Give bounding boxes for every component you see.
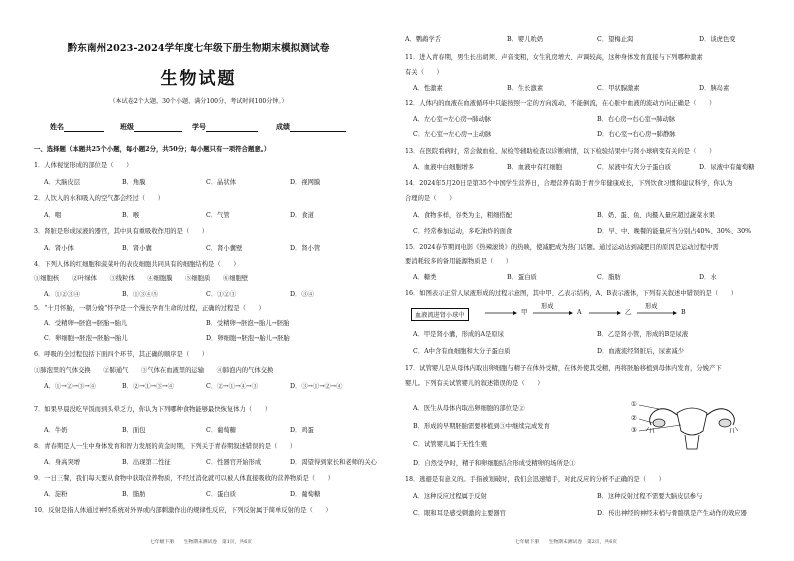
option[interactable]: A．性激素 bbox=[413, 85, 443, 92]
option[interactable]: B．奶、蛋、鱼、肉摄入量应超过蔬菜水果 bbox=[597, 212, 715, 219]
option[interactable]: A．受精卵→胚泡→胚胎→胎儿 bbox=[44, 320, 128, 327]
question-stem: 8．青春期是人一生中身体发育和智力发展的黄金时期，下列关于青春期叙述错误的是（ ） bbox=[34, 443, 297, 450]
page-right bbox=[397, 0, 794, 561]
option[interactable]: B．形成的早期胚胎需要移植到③中继续完成发育 bbox=[413, 423, 550, 430]
option[interactable]: C．②→①→④→③ bbox=[206, 383, 259, 390]
option[interactable]: B．右心房→右心室→肺动脉 bbox=[597, 116, 676, 123]
option[interactable]: C．望梅止渴 bbox=[597, 36, 634, 43]
question-stem: 14．2024年5月20日是第35个中国学生营养日，合理营养有助于青少年健康成长，下列饮食习惯和建议科学，你认为 bbox=[405, 180, 733, 187]
arrow-label: 形成 bbox=[541, 303, 554, 310]
option[interactable]: B．生长激素 bbox=[507, 85, 544, 92]
question-line: ①细胞核 ②叶绿体 ③线粒体 ④细胞膜 ⑤细胞质 ⑥细胞壁 bbox=[34, 275, 249, 282]
option[interactable]: B．肾小囊 bbox=[122, 245, 152, 252]
flow-start-box: 血液流进肾小球中 bbox=[411, 308, 469, 321]
option[interactable]: D．右心室→右心房→肺静脉 bbox=[597, 131, 676, 138]
question-stem: 17．试管婴儿是从母体内取出卵细胞与精子在体外受精，在体外使其受精，再将胚胎移植到母体内发育，分娩产下 bbox=[405, 365, 722, 372]
option[interactable]: A．糖类 bbox=[413, 274, 437, 281]
exam-note: （本试卷2个大题，30个小题，满分100分，考试时间100分钟。） bbox=[109, 98, 288, 105]
option[interactable]: C．眼和耳是感受刺激的主要器官 bbox=[413, 510, 506, 517]
option[interactable]: B．出现第二性征 bbox=[122, 459, 171, 466]
option[interactable]: D．③→①→②→④ bbox=[290, 383, 343, 390]
question-stem: 7．如果早晨没吃早饭而到头晕乏力，你认为下列哪种食物能够最快恢复体力（ ） bbox=[34, 406, 271, 413]
option[interactable]: D．渴望得到家长和老师的关心 bbox=[290, 459, 377, 466]
option[interactable]: B．蛋白质 bbox=[507, 274, 537, 281]
option[interactable]: C．脂肪 bbox=[597, 274, 621, 281]
question-stem: 3．肾脏是形成尿液的器官，其中具有重吸收作用的是（ ） bbox=[34, 228, 209, 235]
urine-flow-diagram bbox=[397, 300, 794, 330]
id-field[interactable]: 学号 bbox=[192, 122, 258, 132]
option[interactable]: A．鹦鹉学舌 bbox=[405, 36, 442, 43]
option[interactable]: B．乙是肾小管，形成的B是尿液 bbox=[597, 331, 689, 338]
option[interactable]: A．医生从母体内取出卵细胞的部位是② bbox=[413, 405, 525, 412]
arrow-label: 形成 bbox=[645, 303, 658, 310]
option[interactable]: B．血液中有红细胞 bbox=[507, 164, 563, 171]
exam-title: 黔东南州2023-2024学年度七年级下册生物期末模拟测试卷 bbox=[67, 43, 330, 54]
option[interactable]: B．①③④⑤ bbox=[122, 291, 159, 298]
option[interactable]: A．①②③④ bbox=[44, 291, 81, 298]
female-reproductive-diagram bbox=[637, 395, 747, 455]
class-field[interactable]: 班级 bbox=[120, 122, 182, 132]
question-stem: 合理的是（ ） bbox=[405, 195, 456, 202]
option[interactable]: C．①②③ bbox=[206, 291, 237, 298]
option[interactable]: A．肾小体 bbox=[44, 245, 74, 252]
diagram-label-2: ② bbox=[631, 415, 637, 422]
option[interactable]: A．甲是肾小囊，形成的A是原尿 bbox=[413, 331, 504, 338]
option[interactable]: D．早、中、晚餐的能量应当分别占40%、30%、30% bbox=[597, 228, 752, 235]
option[interactable]: A．牛奶 bbox=[44, 427, 68, 434]
question-stem: 1．人体视觉形成的部位是（ ） bbox=[34, 162, 133, 169]
option[interactable]: C．试管婴儿属于无性生殖 bbox=[413, 441, 488, 448]
option[interactable]: D．血液流经肾脏后，尿素减少 bbox=[597, 348, 684, 355]
option[interactable]: C．肾小囊壁 bbox=[206, 245, 243, 252]
option[interactable]: D．食道 bbox=[290, 212, 314, 219]
option[interactable]: C．经常参加运动，多吃油炸的面食 bbox=[413, 228, 513, 235]
option[interactable]: B．角膜 bbox=[122, 179, 146, 186]
option[interactable]: C．气管 bbox=[206, 212, 230, 219]
question-stem: 2．人饮入的水和吸入的空气都会经过（ ） bbox=[34, 195, 164, 202]
diagram-label-1: ① bbox=[631, 401, 637, 408]
option[interactable]: D．葡萄糖 bbox=[290, 491, 321, 498]
option[interactable]: B．受精卵→胚泡→胎儿→胚胎 bbox=[206, 320, 290, 327]
page-footer: 七年级下册 生物期末测试卷 第1页，共6页 bbox=[150, 540, 253, 545]
option[interactable]: B．面包 bbox=[122, 427, 146, 434]
option[interactable]: C．蛋白质 bbox=[206, 491, 237, 498]
option[interactable]: D．③④ bbox=[290, 291, 314, 298]
option[interactable]: C．尿液中有大分子蛋白质 bbox=[597, 164, 672, 171]
option[interactable]: D．卵细胞→胚泡→胎儿→胚胎 bbox=[206, 335, 290, 342]
option[interactable]: D．水 bbox=[699, 274, 717, 281]
question-stem: 要消耗较多的备用能源物质是（ ） bbox=[405, 258, 513, 265]
liquid-b: B bbox=[681, 309, 686, 316]
question-stem: 11．进入青春期，男生长出胡须、声音变粗，女生乳房增大、声调较高，这种身体发育直接与下列哪种激素 bbox=[405, 54, 703, 61]
option[interactable]: D．自然受孕时，精子和卵细胞结合形成受精卵的场所是① bbox=[413, 460, 576, 467]
option[interactable]: B．喉 bbox=[122, 212, 140, 219]
liquid-a: A bbox=[577, 309, 582, 316]
option[interactable]: A．左心室→左心房→肺动脉 bbox=[413, 116, 492, 123]
option[interactable]: A．大脑皮层 bbox=[44, 179, 81, 186]
option[interactable]: C．A中含有血细胞和大分子蛋白质 bbox=[413, 348, 511, 355]
question-line: ①肺泡里的气体交换 ②肺通气 ③气体在血液里的运输 ④肺泡内的气体交换 bbox=[34, 367, 274, 374]
option[interactable]: C．甲状腺激素 bbox=[597, 85, 640, 92]
question-stem: 6．呼吸的全过程包括下面四个环节，其正确的顺序是（ ） bbox=[34, 351, 209, 358]
question-stem: 9．一日三餐，我们每天要从食物中获取营养物质，不经过消化就可以被人体直接吸收的营养物质是（ ） bbox=[34, 475, 334, 482]
option[interactable]: A．身高突增 bbox=[44, 459, 81, 466]
option[interactable]: A．这种反应过程属于反射 bbox=[413, 493, 487, 500]
question-stem: 15．2024春节期间电影《热辣滚烫》的热映，使减肥成为热门话题。通过运动达到减肥目的原因是运动过程中需 bbox=[405, 244, 719, 251]
option[interactable]: D．视网膜 bbox=[290, 179, 321, 186]
option[interactable]: D．鸡蛋 bbox=[290, 427, 314, 434]
name-field[interactable]: 姓名 bbox=[50, 122, 104, 132]
option[interactable]: A．血液中白细胞增多 bbox=[413, 164, 475, 171]
option[interactable]: D．尿液中有葡萄糖 bbox=[699, 164, 755, 171]
diagram-label-3: ③ bbox=[631, 427, 637, 434]
structure-yi: 乙 bbox=[625, 309, 632, 316]
score-field[interactable]: 成绩 bbox=[276, 122, 346, 132]
subject-title: 生物试题 bbox=[160, 69, 237, 89]
option[interactable]: A．食物多样，谷类为主，粗细搭配 bbox=[413, 212, 513, 219]
question-stem: 婴儿。下列有关试管婴儿的叙述错误的是（ ） bbox=[405, 380, 544, 387]
option[interactable]: B．这种反射过程不需要大脑皮层参与 bbox=[597, 493, 703, 500]
structure-jia: 甲 bbox=[521, 309, 528, 316]
option[interactable]: D．传出神经的神经末梢与骨骼肌是产生动作的效应器 bbox=[597, 510, 747, 517]
option[interactable]: C．左心室→左心房→主动脉 bbox=[413, 131, 492, 138]
option[interactable]: C．晶状体 bbox=[206, 179, 237, 186]
section-heading: 一、选择题（本题共25个小题，每小题2分，共50分；每小题只有一项符合题意。） bbox=[34, 145, 271, 153]
option[interactable]: A．淀粉 bbox=[44, 491, 68, 498]
option[interactable]: C．葡萄糖 bbox=[206, 427, 237, 434]
option[interactable]: A．咽 bbox=[44, 212, 62, 219]
question-stem: 13．在医院看病时，常会做血检、尿检等辅助检查以诊断病情，以下检验结果中与肾小球病变有关的是（ ） bbox=[405, 148, 716, 155]
option[interactable]: B．脂肪 bbox=[122, 491, 146, 498]
option[interactable]: B．②→①→③→④ bbox=[122, 383, 174, 390]
question-stem: 4．下列人体的红细胞和菠菜叶的表皮细胞共同具有的细胞结构是（ ） bbox=[34, 261, 240, 268]
option[interactable]: C．性器官开始形成 bbox=[206, 459, 262, 466]
question-stem: 18．逃避是有意义的。手指被划破时，我们会迅速缩手，对此反应的分析不正确的是（ ） bbox=[405, 476, 665, 483]
option[interactable]: D．胰岛素 bbox=[699, 85, 730, 92]
page-footer: 七年级下册 生物期末测试卷 第2页，共6页 bbox=[515, 540, 618, 545]
question-stem: 16．如图表示正常人尿液形成的过程示意图，其中甲、乙表示结构，A、B表示液体，下列有关叙述中错误的是（ ） bbox=[405, 290, 738, 297]
question-stem: 有关（ ） bbox=[405, 69, 443, 76]
option[interactable]: D．谈虎色变 bbox=[699, 36, 736, 43]
option[interactable]: D．肾小管 bbox=[290, 245, 321, 252]
question-stem: 12．人体内的血液在血液循环中只能按照一定的方向流动，不能倒流，在心脏中血液的流动方向正确是（ ） bbox=[405, 100, 716, 107]
option[interactable]: A．①→②→③→④ bbox=[44, 383, 96, 390]
option[interactable]: B．婴儿吮奶 bbox=[507, 36, 544, 43]
question-stem: 5．“十月怀胎，一朝分娩”怀孕是一个漫长孕育生命的过程，正确的过程是（ ） bbox=[34, 305, 265, 312]
question-stem: 10．反射是指人体通过神经系统对外界或内部刺激作出的规律性反应，下列反射属于简单反射的是（ ） bbox=[34, 507, 332, 514]
option[interactable]: C．卵细胞→胚泡→胚胎→胎儿 bbox=[44, 335, 128, 342]
